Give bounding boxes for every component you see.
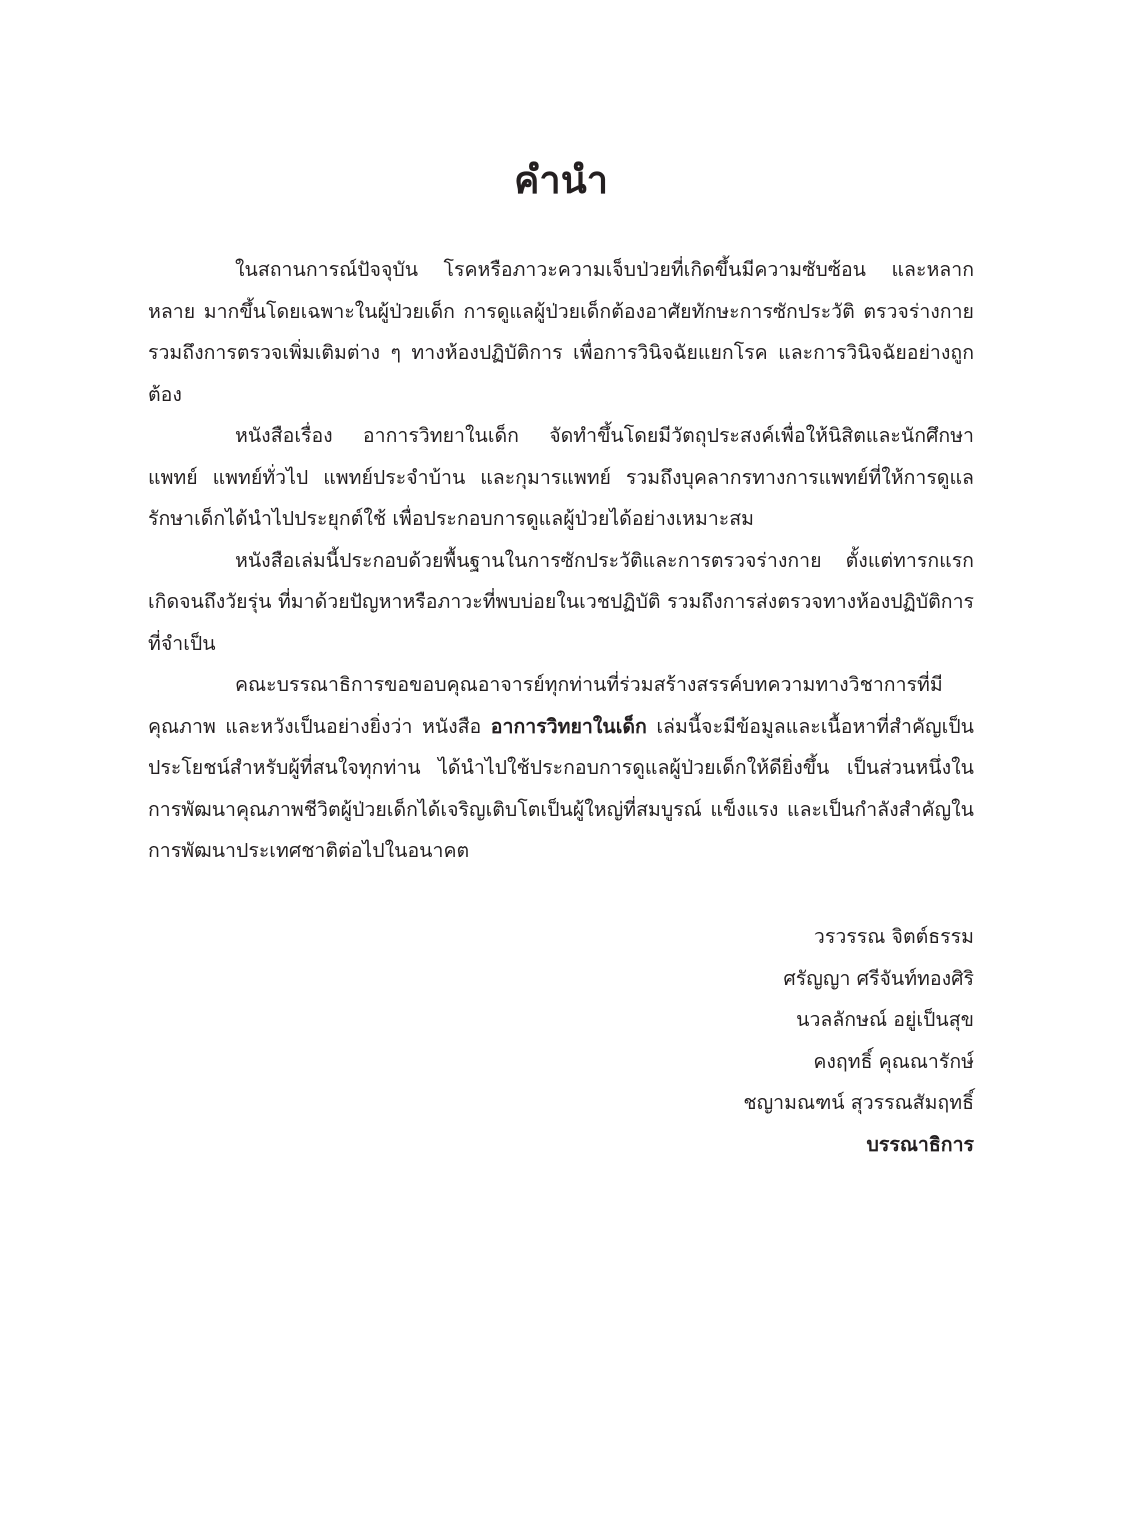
- paragraph-4: [148, 664, 974, 872]
- paragraph-4-text-before: คณะบรรณาธิการขอขอบคุณอาจารย์ทุกท่านที่ร่วมสร้างสรรค์บทความทางวิชาการที่มีคุณภาพ และหวังเป็นอย่างยิ่งว่า หนังสือ: [148, 673, 943, 738]
- paragraph-1: ในสถานการณ์ปัจจุบัน โรคหรือภาวะความเจ็บป่วยที่เกิดขึ้นมีความซับซ้อน และหลากหลาย มากขึ้นโดยเฉพาะในผู้ป่วยเด็ก การดูแลผู้ป่วยเด็กต้องอาศัยทักษะการซักประวัติ ตรวจร่างกายรวมถึงการตรวจเพิ่มเติมต่าง ๆ ทางห้องปฏิบัติการ เพื่อการวินิจฉัยแยกโรค และการวินิจฉัยอย่างถูกต้อง: [148, 258, 974, 406]
- book-title-emphasis: อาการวิทยาในเด็ก: [490, 714, 647, 738]
- paragraph-3: หนังสือเล่มนี้ประกอบด้วยพื้นฐานในการซักประวัติและการตรวจร่างกาย ตั้งแต่ทารกแรกเกิดจนถึงวัยรุ่น ที่มาด้วยปัญหาหรือภาวะที่พบบ่อยในเวชปฏิบัติ รวมถึงการส่งตรวจทางห้องปฏิบัติการที่จำเป็น: [148, 548, 974, 655]
- paragraph-2: หนังสือเรื่อง อาการวิทยาในเด็ก จัดทำขึ้นโดยมีวัตถุประสงค์เพื่อให้นิสิตและนักศึกษาแพทย์ แพทย์ทั่วไป แพทย์ประจำบ้าน และกุมารแพทย์ รวมถึงบุคลากรทางการแพทย์ที่ให้การดูแลรักษาเด็กได้นำไปประยุกต์ใช้ เพื่อประกอบการดูแลผู้ป่วยได้อย่างเหมาะสม: [148, 424, 974, 530]
- signatory-name: นวลลักษณ์ อยู่เป็นสุข: [796, 1008, 974, 1031]
- signatory-name: ชญามณฑน์ สุวรรณสัมฤทธิ์: [743, 1091, 974, 1114]
- page-title: คำนำ: [513, 157, 609, 202]
- signatory-name: วรวรรณ จิตต์ธรรม: [813, 925, 974, 948]
- signature-block: [474, 916, 974, 1165]
- preface-body: [148, 249, 974, 872]
- editor-role-label: บรรณาธิการ: [866, 1132, 974, 1156]
- signatory-name: คงฤทธิ์ คุณณารักษ์: [813, 1049, 974, 1073]
- paragraph-4-text-after: เล่มนี้จะมีข้อมูลและเนื้อหาที่สำคัญเป็นประโยชน์สำหรับผู้ที่สนใจทุกท่าน ได้นำไปใช้ประกอบการดูแลผู้ป่วยเด็กให้ดียิ่งขึ้น เป็นส่วนหนึ่งในการพัฒนาคุณภาพชีวิตผู้ป่วยเด็กได้เจริญเติบโตเป็นผู้ใหญ่ที่สมบูรณ์ แข็งแรง และเป็นกำลังสำคัญในการพัฒนาประเทศชาติต่อไปในอนาคต: [148, 714, 974, 862]
- signatory-name: ศรัญญา ศรีจันท์ทองศิริ: [783, 966, 974, 990]
